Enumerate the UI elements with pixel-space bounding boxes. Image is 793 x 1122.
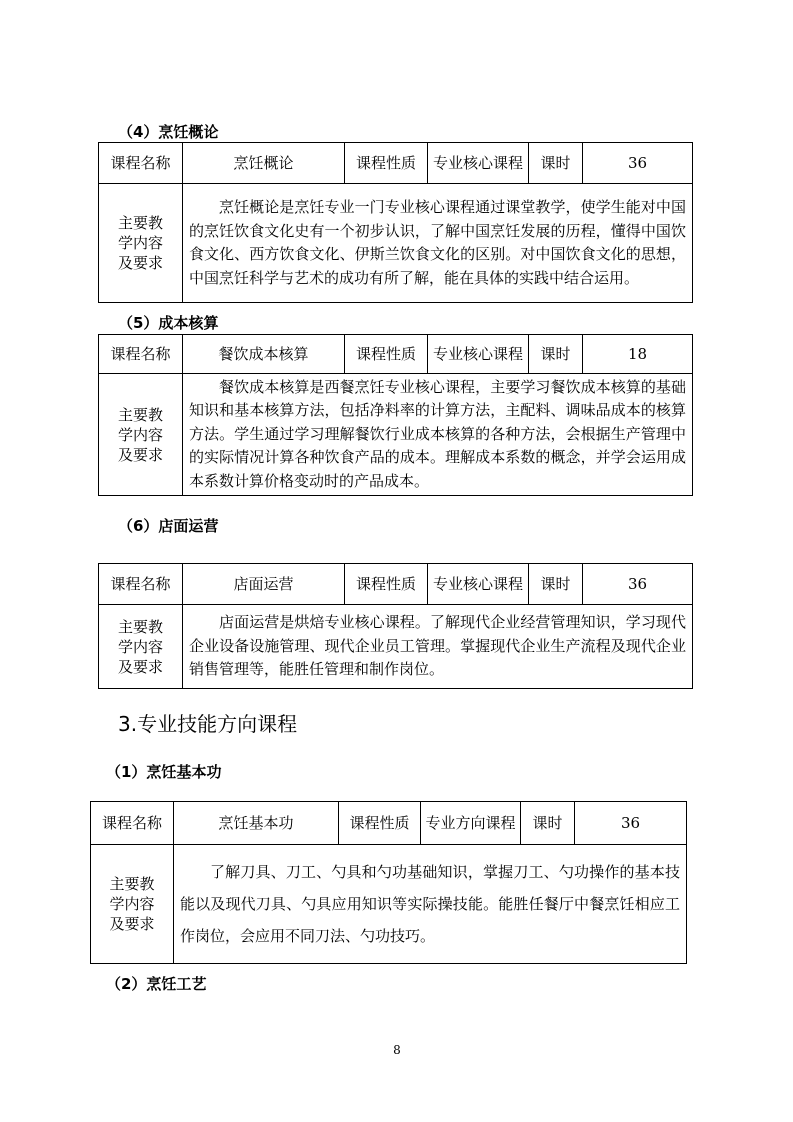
course-name-value: 餐饮成本核算 [183, 335, 345, 374]
course-content-cell [174, 845, 687, 964]
course-type-value: 专业核心课程 [428, 564, 529, 605]
course-table-1 [98, 142, 693, 303]
course-hours-label: 课时 [529, 143, 583, 184]
course-table-3 [98, 563, 693, 689]
section-heading-1: （1）烹饪基本功 [106, 763, 222, 781]
course-content-cell [183, 605, 693, 689]
course-table-2 [98, 334, 693, 496]
section-heading-5: （5）成本核算 [118, 314, 219, 332]
course-name-value: 烹饪概论 [183, 143, 345, 184]
section-heading-4: （4）烹饪概论 [118, 123, 219, 141]
course-content-label: 主要教学内容及要求 [99, 605, 183, 689]
course-name-value: 烹饪基本功 [174, 802, 339, 845]
course-table-4 [90, 801, 687, 964]
course-content-cell [183, 374, 693, 496]
section-3-heading: 3.专业技能方向课程 [118, 712, 298, 736]
course-name-label: 课程名称 [99, 564, 183, 605]
course-name-label: 课程名称 [91, 802, 174, 845]
course-type-label: 课程性质 [345, 143, 428, 184]
course-type-label: 课程性质 [345, 335, 428, 374]
course-name-value: 店面运营 [183, 564, 345, 605]
course-content-text: 店面运营是烘焙专业核心课程。了解现代企业经营管理知识，学习现代企业设备设施管理、现代企业员工管理。掌握现代企业生产流程及现代企业销售管理等，能胜任管理和制作岗位。 [189, 613, 686, 679]
course-type-label: 课程性质 [339, 802, 421, 845]
course-type-value: 专业方向课程 [421, 802, 521, 845]
section-heading-2: （2）烹饪工艺 [106, 975, 207, 993]
course-hours-value: 36 [575, 802, 687, 845]
course-content-label: 主要教学内容及要求 [99, 184, 183, 303]
course-type-label: 课程性质 [345, 564, 428, 605]
course-hours-label: 课时 [521, 802, 575, 845]
course-type-value: 专业核心课程 [428, 335, 529, 374]
course-content-text: 餐饮成本核算是西餐烹饪专业核心课程，主要学习餐饮成本核算的基础知识和基本核算方法，包括净料率的计算方法，主配料、调味品成本的核算方法。学生通过学习理解餐饮行业成本核算的各种方法，会根据生产管理中的实际情况计算各种饮食产品的成本。理解成本系数的概念，并学会运用成本系数计算价格变动时的产品成本。 [189, 377, 686, 490]
course-name-label: 课程名称 [99, 143, 183, 184]
course-hours-value: 18 [583, 335, 693, 374]
course-hours-label: 课时 [529, 335, 583, 374]
course-content-label: 主要教学内容及要求 [91, 845, 174, 964]
course-content-text: 烹饪概论是烹饪专业一门专业核心课程通过课堂教学，使学生能对中国的烹饪饮食文化史有一个初步认识，了解中国烹饪发展的历程，懂得中国饮食文化、西方饮食文化、伊斯兰饮食文化的区别。对中国饮食文化的思想，中国烹饪科学与艺术的成功有所了解，能在具体的实践中结合运用。 [189, 198, 686, 287]
course-hours-value: 36 [583, 564, 693, 605]
page-number: 8 [393, 1043, 401, 1057]
course-content-cell [183, 184, 693, 303]
course-content-text: 了解刀具、刀工、勺具和勺功基础知识，掌握刀工、勺功操作的基本技能以及现代刀具、勺具应用知识等实际操技能。能胜任餐厅中餐烹饪相应工作岗位，会应用不同刀法、勺功技巧。 [180, 863, 680, 945]
course-type-value: 专业核心课程 [428, 143, 529, 184]
course-name-label: 课程名称 [99, 335, 183, 374]
course-hours-label: 课时 [529, 564, 583, 605]
section-heading-6: （6）店面运营 [118, 517, 219, 535]
course-hours-value: 36 [583, 143, 693, 184]
course-content-label: 主要教学内容及要求 [99, 374, 183, 496]
